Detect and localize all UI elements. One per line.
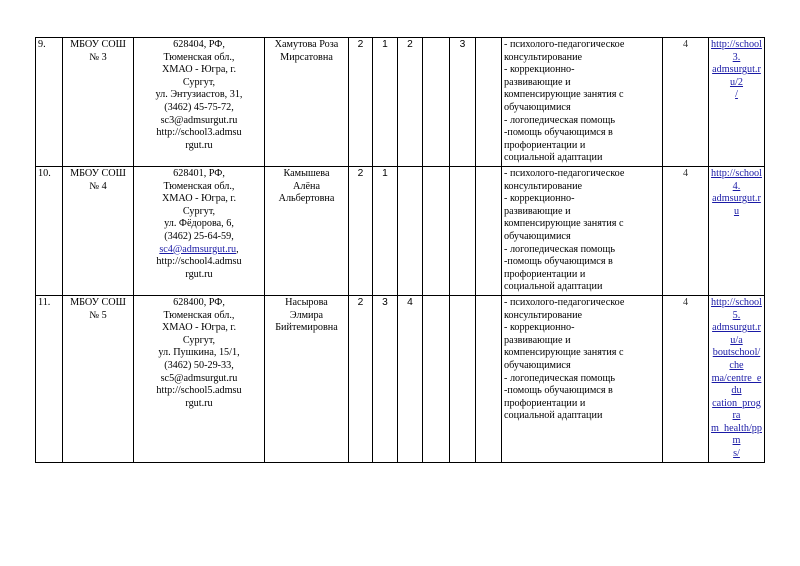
email-link[interactable]: sc4@admsurgut.ru bbox=[159, 243, 237, 255]
count-cell bbox=[423, 167, 450, 296]
count-cell bbox=[476, 38, 502, 167]
count-cell: 2 bbox=[349, 295, 373, 462]
row-number: 10. bbox=[36, 167, 63, 296]
count-cell: 1 bbox=[373, 167, 398, 296]
school-address: 628401, РФ, Тюменская обл., ХМАО - Югра, г. Сургут, ул. Фёдорова, 6, (3462) 25-64-59, sc4@admsurgut.ru, http://school4.admsu rgut.ru bbox=[134, 167, 265, 296]
specialists-count: 4 bbox=[663, 167, 709, 296]
services-list: - психолого-педагогическое консультирование - коррекционно- развивающие и компенсирующие занятия с обучающимися - логопедическая помощь -помощь обучающимся в профориентации и социальной адаптации bbox=[502, 38, 663, 167]
count-cell: 2 bbox=[349, 167, 373, 296]
school-name: МБОУ СОШ № 3 bbox=[63, 38, 134, 167]
school-website-link[interactable]: http://school5. admsurgut.ru/a boutschool/che ma/centre_edu cation_progra m_health/ppm s/ bbox=[709, 295, 765, 462]
row-number: 9. bbox=[36, 38, 63, 167]
services-table bbox=[35, 37, 765, 463]
count-cell: 2 bbox=[349, 38, 373, 167]
school-name: МБОУ СОШ № 5 bbox=[63, 295, 134, 462]
services-list: - психолого-педагогическое консультирование - коррекционно- развивающие и компенсирующие занятия с обучающимися - логопедическая помощь -помощь обучающимся в профориентации и социальной адаптации bbox=[502, 295, 663, 462]
count-cell bbox=[450, 295, 476, 462]
table-row bbox=[36, 295, 765, 462]
table-row bbox=[36, 167, 765, 296]
count-cell bbox=[450, 167, 476, 296]
school-name: МБОУ СОШ № 4 bbox=[63, 167, 134, 296]
count-cell: 1 bbox=[373, 38, 398, 167]
services-list: - психолого-педагогическое консультирование - коррекционно- развивающие и компенсирующие занятия с обучающимися - логопедическая помощь -помощь обучающимся в профориентации и социальной адаптации bbox=[502, 167, 663, 296]
school-address: 628404, РФ, Тюменская обл., ХМАО - Югра, г. Сургут, ул. Энтузиастов, 31, (3462) 45-75-72, sc3@admsurgut.ru http://school3.admsu rgut.ru bbox=[134, 38, 265, 167]
count-cell: 4 bbox=[398, 295, 423, 462]
school-website-link[interactable]: http://school4. admsurgut.ru bbox=[709, 167, 765, 296]
school-website-link[interactable]: http://school3. admsurgut.ru/2 / bbox=[709, 38, 765, 167]
director-name: Камышева Алёна Альбертовна bbox=[265, 167, 349, 296]
count-cell bbox=[423, 295, 450, 462]
director-name: Хамутова Роза Мирсатовна bbox=[265, 38, 349, 167]
count-cell: 3 bbox=[450, 38, 476, 167]
school-address: 628400, РФ, Тюменская обл., ХМАО - Югра, г. Сургут, ул. Пушкина, 15/1, (3462) 50-29-33, sc5@admsurgut.ru http://school5.admsu rgut.ru bbox=[134, 295, 265, 462]
count-cell bbox=[423, 38, 450, 167]
count-cell bbox=[398, 167, 423, 296]
count-cell bbox=[476, 295, 502, 462]
row-number: 11. bbox=[36, 295, 63, 462]
specialists-count: 4 bbox=[663, 38, 709, 167]
director-name: Насырова Элмира Бийтемировна bbox=[265, 295, 349, 462]
count-cell bbox=[476, 167, 502, 296]
count-cell: 3 bbox=[373, 295, 398, 462]
specialists-count: 4 bbox=[663, 295, 709, 462]
table-row bbox=[36, 38, 765, 167]
count-cell: 2 bbox=[398, 38, 423, 167]
